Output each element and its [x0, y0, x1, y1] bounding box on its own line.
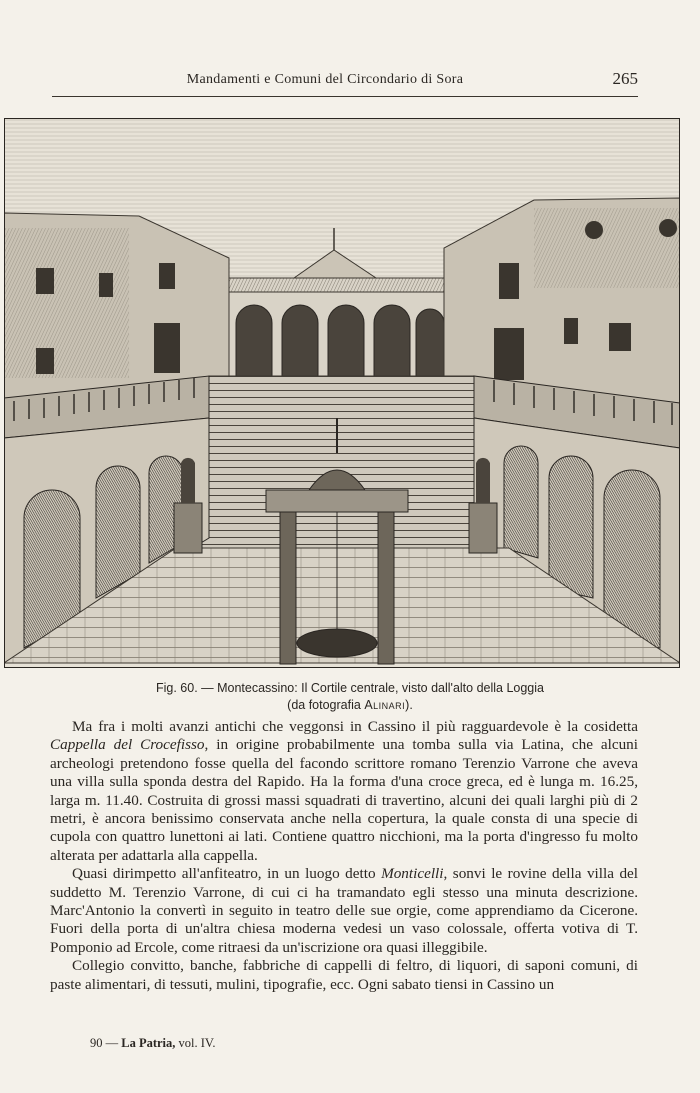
- page-number: 265: [612, 69, 638, 88]
- caption-prefix: (da fotografia: [287, 698, 365, 712]
- running-head: Mandamenti e Comuni del Circondario di Sora: [186, 72, 464, 87]
- photographer-name: Alinari: [364, 698, 406, 712]
- paragraph-1-text-a: Ma fra i molti avanzi antichi che veggonsi in Cassino il più ragguardevole è la cosidetta: [72, 718, 638, 735]
- caption-suffix: ).: [405, 698, 413, 712]
- paragraph-1-text-b: , in origine probabilmente una tomba sulla via Latina, che alcuni archeologi pretendono fosse quella del facondo scrittore romano Terenzio Varrone che aveva una villa sulla sponda destra del Rapido. Ha la forma d'una croce greca, ed è lunga m. 16.25, larga m. 11.40. Costruita di grossi massi squadrati di travertino, alcuni dei quali larghi più di 2 metri, è ancora benissimo conservata anche nella copertura, la quale consta di una specie di cupola con quattro lunettoni ai lati. Contiene quattro nicchioni, ma la porta d'ingresso fu molto alterata per adattarla alla cappella.: [50, 736, 638, 864]
- caption-line-2: [52, 697, 648, 714]
- paragraph-2-text-a: Quasi dirimpetto all'anfiteatro, in un luogo detto: [72, 865, 382, 883]
- footer-volume: vol. IV.: [178, 1036, 216, 1050]
- footer-sheet: 90 —: [90, 1036, 119, 1050]
- footer-title: La Patria,: [121, 1036, 176, 1050]
- paragraph-2-emphasis: Monticelli: [381, 865, 444, 883]
- figure-caption: [52, 680, 648, 714]
- page-footer: [90, 1036, 215, 1051]
- caption-line-1: Fig. 60. — Montecassino: Il Cortile centrale, visto dall'alto della Loggia: [155, 681, 544, 695]
- body-text: [50, 718, 638, 994]
- page-header: [52, 66, 638, 97]
- paragraph-1: [50, 718, 638, 865]
- engraving-illustration: [4, 118, 680, 668]
- paragraph-2: [50, 865, 638, 957]
- paragraph-1-emphasis: Cappella del Crocefisso: [50, 736, 205, 754]
- paragraph-2-text-b: , sonvi le rovine della villa del suddetto M. Terenzio Varrone, di cui ci ha tramandato egli stesso una minuta descrizione. Marc'Antonio la convertì in seguito in teatro delle sue orgie, come apprendiamo da Cicerone. Fuori della porta di un'altra chiesa moderna vedesi un vaso colossale, offerta votiva di T. Pomponio ad Ercole, come ritraesi da un'iscrizione ora quasi illeggibile.: [50, 865, 639, 956]
- paragraph-3: Collegio convitto, banche, fabbriche di cappelli di feltro, di liquori, di saponi comuni, di paste alimentari, di tessuti, mulini, tipografie, ecc. Ogni sabato tiensi in Cassino un: [50, 957, 638, 993]
